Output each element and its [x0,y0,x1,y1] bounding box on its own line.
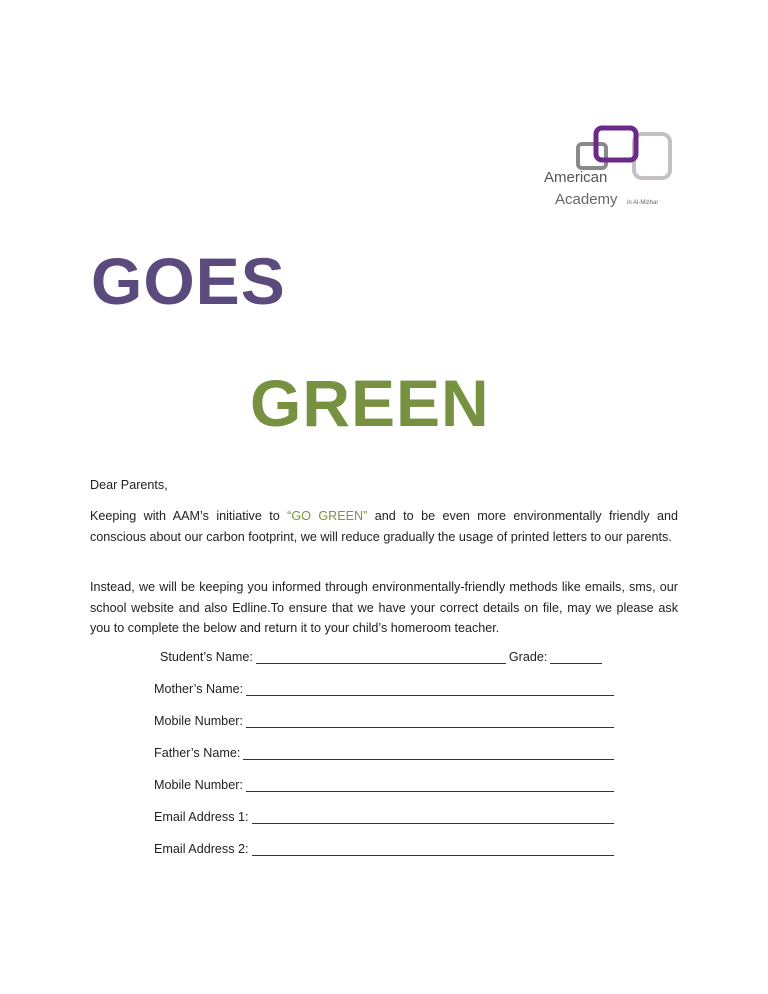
form-label: Mobile Number: [154,714,243,728]
svg-text:Academy: Academy [555,191,618,208]
grade-label: Grade: [508,650,548,664]
go-green-highlight: “GO GREEN” [287,509,368,523]
student-name-field[interactable] [256,651,506,664]
form-label: Mobile Number: [154,778,243,792]
form-label: Mother’s Name: [154,682,244,696]
svg-text:in Al-Mizhar: in Al-Mizhar [627,200,659,206]
student-name-row[interactable] [160,650,605,664]
p1-text: Keeping with AAM’s initiative to [90,509,288,523]
title-green: GREEN [250,366,490,440]
svg-text:American: American [544,169,608,186]
form-field[interactable] [246,683,614,696]
form-field[interactable] [252,811,615,824]
paragraph-2: Instead, we will be keeping you informed through environmentally-friendly methods like emails, sms, our school website and also Edline.To ensure that we have your correct details on file, may we please ask you to complete the below and return it to your child’s homeroom teacher. [90,580,678,635]
form-row[interactable] [154,842,614,856]
form-field[interactable] [243,747,614,760]
paragraph-1 [90,506,678,547]
student-name-label: Student’s Name: [160,650,253,664]
title-goes: GOES [91,244,286,318]
form-field[interactable] [246,779,614,792]
form-label: Father’s Name: [154,746,241,760]
grade-field[interactable] [550,651,602,664]
form-row[interactable] [154,714,614,728]
form-field[interactable] [252,843,615,856]
school-logo [540,122,680,214]
form-field[interactable] [246,715,614,728]
form-row[interactable] [154,778,614,792]
form-label: Email Address 2: [154,842,249,856]
salutation: Dear Parents, [90,478,168,492]
p1-text-rest: and to be even more environmentally friendly and conscious about our carbon footprint, we will reduce gradually the usage of printed letters to our parents. [90,509,678,544]
form-label: Email Address 1: [154,810,249,824]
form-row[interactable] [154,746,614,760]
form-row[interactable] [154,810,614,824]
form-row[interactable] [154,682,614,696]
